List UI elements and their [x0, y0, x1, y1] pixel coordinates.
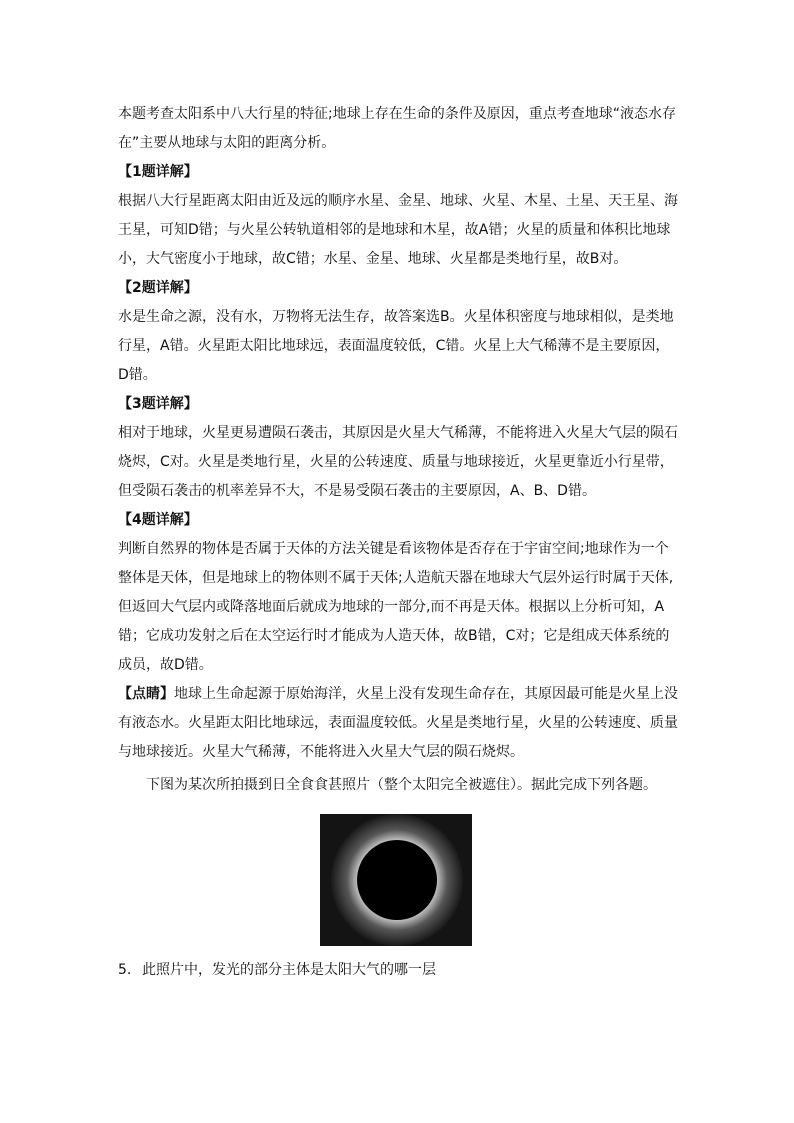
section-1-body: 根据八大行星距离太阳由近及远的顺序水星、金星、地球、火星、木星、土星、天王星、海王星，可知D错；与火星公转轨道相邻的是地球和木星，故A错；火星的质量和体积比地球小，大气密度小于地球，故C错；水星、金星、地球、火星都是类地行星，故B对。: [118, 193, 678, 267]
document-page: [118, 100, 678, 999]
section-3-heading: 【3题详解】: [118, 396, 198, 412]
figure-intro: 下图为某次所拍摄到日全食食甚照片（整个太阳完全被遮住）。据此完成下列各题。: [146, 777, 657, 793]
question-5: [118, 956, 678, 985]
moon-disk: [357, 840, 437, 920]
section-1-heading: 【1题详解】: [118, 164, 198, 180]
section-2-heading: 【2题详解】: [118, 280, 198, 296]
question-number: 5.: [118, 962, 132, 978]
eclipse-image: [320, 814, 472, 946]
intro-paragraph: 本题考查太阳系中八大行星的特征;地球上存在生命的条件及原因，重点考查地球“液态水存在”主要从地球与太阳的距离分析。: [118, 106, 676, 151]
dianjing-paragraph: [118, 680, 678, 767]
section-4-body: 判断自然界的物体是否属于天体的方法关键是看该物体是否存在于宇宙空间;地球作为一个整体是天体，但是地球上的物体则不属于天体;人造航天器在地球大气层外运行时属于天体,但返回大气层内或降落地面后就成为地球的一部分,而不再是天体。根据以上分析可知，A错；它成功发射之后在太空运行时才能成为人造天体，故B错，C对；它是组成天体系统的成员，故D错。: [118, 541, 674, 673]
section-2-body: 水是生命之源，没有水，万物将无法生存，故答案选B。火星体积密度与地球相似，是类地行星，A错。火星距太阳比地球远，表面温度较低，C错。火星上大气稀薄不是主要原因，D错。: [118, 309, 674, 383]
question-text: 此照片中，发光的部分主体是太阳大气的哪一层: [142, 962, 436, 978]
dianjing-body: 地球上生命起源于原始海洋，火星上没有发现生命存在，其原因最可能是火星上没有液态水。火星距太阳比地球远，表面温度较低。火星是类地行星，火星的公转速度、质量与地球接近。火星大气稀薄，不能将进入火星大气层的陨石烧烬。: [118, 686, 678, 760]
solar-eclipse-photo: [320, 814, 472, 946]
section-4-heading: 【4题详解】: [118, 512, 198, 528]
dianjing-label: 【点睛】: [118, 686, 174, 702]
section-3-body: 相对于地球，火星更易遭陨石袭击，其原因是火星大气稀薄，不能将进入火星大气层的陨石烧烬，C对。火星是类地行星，火星的公转速度、质量与地球接近，火星更靠近小行星带，但受陨石袭击的机率差异不大，不是易受陨石袭击的主要原因，A、B、D错。: [118, 425, 678, 499]
